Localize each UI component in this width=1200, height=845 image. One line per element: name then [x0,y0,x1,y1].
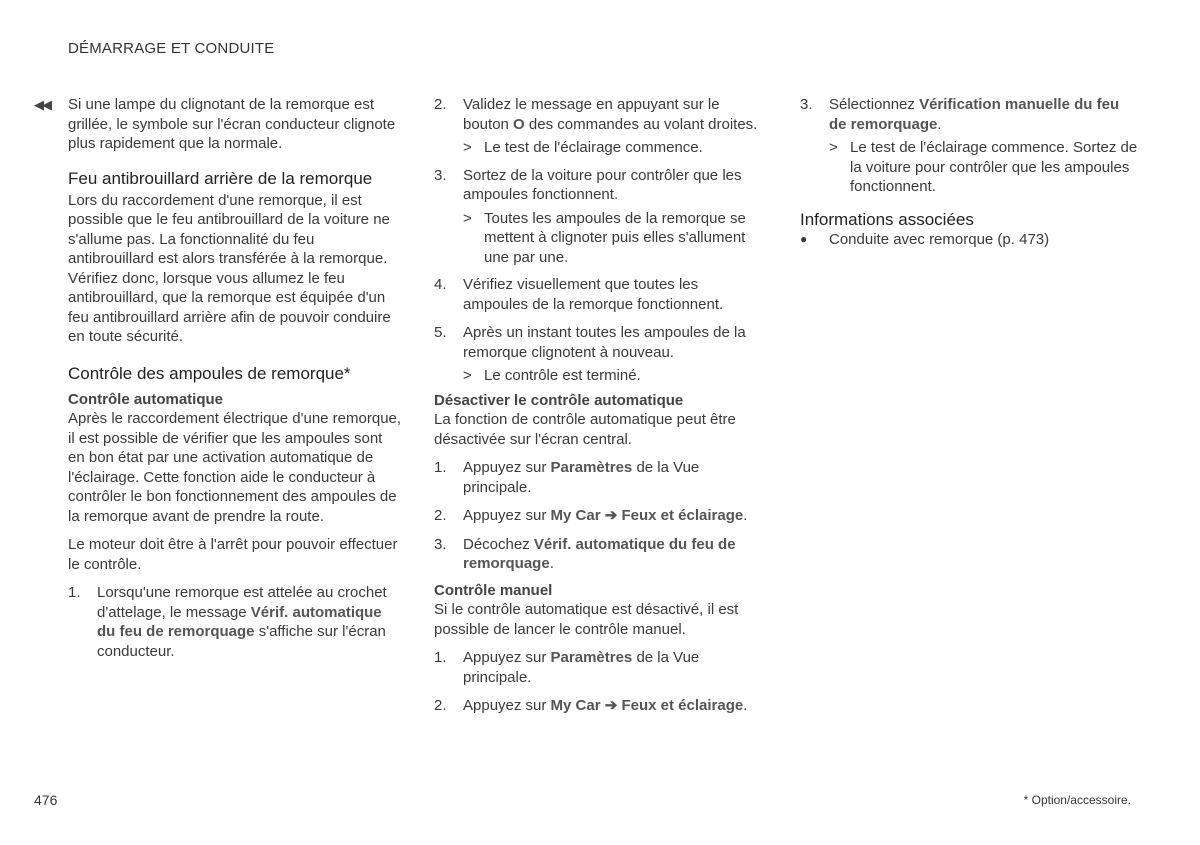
footnote: * Option/accessoire. [1023,793,1131,807]
step-number: 3. [434,535,447,553]
step-text-part: Appuyez sur [463,697,551,714]
step-text-part: s'affiche sur l'écran conducteur. [97,623,386,660]
step-number: 3. [800,96,813,113]
list-item [68,583,403,661]
menu-name: Paramètres [550,459,633,476]
message-name: Vérif. automatique du feu de remorquage [97,603,382,640]
list-item [434,506,759,526]
result-arrow-icon: > [463,367,472,384]
list-item [800,95,1140,134]
step-text [463,506,747,526]
list-item [434,323,759,362]
fog-light-paragraph: Lors du raccordement d'une remorque, il est possible que le feu antibrouillard de la voiture ne s'allume pas. La fonctionnalité du feu antibrouillard est alors transférée à la remorque. Vérifiez donc, lorsque vous allumez le feu antibrouillard, que la remorque est équipée d'un feu antibrouillard arrière afin de pouvoir conduire en toute sécurité. [68,191,391,345]
list-item [434,696,759,716]
step-result [463,366,759,386]
related-link[interactable]: Conduite avec remorque (p. 473) [829,230,1050,248]
column-2 [434,95,759,725]
column-1 [68,95,403,670]
bulb-check-heading: Contrôle des ampoules de remorque* [68,363,351,383]
step-text: Sortez de la voiture pour contrôler que les ampoules fonctionnent. [463,166,742,203]
fog-light-heading: Feu antibrouillard arrière de la remorque [68,168,373,188]
step-text [829,95,1140,134]
list-item [434,535,759,574]
page-number: 476 [34,792,58,808]
step-text-part: Lorsqu'une remorque est attelée au crochet d'attelage, le message [97,584,387,621]
related-info-heading: Informations associées [800,209,974,229]
result-text: Le test de l'éclairage commence. [484,139,703,156]
list-item [434,166,759,205]
step-number: 2. [434,96,447,113]
menu-name: Feux et éclairage [621,697,744,714]
result-arrow-icon: > [463,209,472,227]
step-number: 2. [434,507,447,524]
menu-arrow-icon: ➔ [600,507,622,524]
step-text-part: Validez le message en appuyant sur le bouton [463,96,720,133]
step-text [463,535,759,574]
menu-name: Paramètres [550,649,633,666]
result-text: Le test de l'éclairage commence. Sortez de la voiture pour contrôler que les ampoules fonctionnent. [850,139,1138,195]
step-result [829,138,1140,197]
manual-check-heading: Contrôle manuel [434,581,553,599]
step-text-part: Décochez [463,535,534,553]
step-text [463,95,759,134]
step-text-part: Appuyez sur [463,649,551,666]
intro-paragraph: Si une lampe du clignotant de la remorque est grillée, le symbole sur l'écran conducteur clignote plus rapidement que la normale. [68,96,396,152]
result-text: Toutes les ampoules de la remorque se mettent à clignoter puis elles s'allument une par une. [484,209,746,266]
step-text-part: Appuyez sur [463,507,551,524]
step-text-part: Appuyez sur [463,459,551,476]
step-text-part: de la Vue principale. [463,459,700,496]
list-item [434,458,759,497]
deactivate-paragraph: La fonction de contrôle automatique peut être désactivée sur l'écran central. [434,411,736,448]
section-header: DÉMARRAGE ET CONDUITE [68,40,275,57]
step-text-part: de la Vue principale. [463,649,700,686]
manual-check-paragraph: Si le contrôle automatique est désactivé, il est possible de lancer le contrôle manuel. [434,601,739,638]
step-number: 2. [434,697,447,714]
result-text: Le contrôle est terminé. [484,367,641,384]
menu-arrow-icon: ➔ [600,697,622,714]
step-text: Vérifiez visuellement que toutes les ampoules de la remorque fonctionnent. [463,276,724,313]
step-text [463,648,759,687]
step-text-part: . [937,115,942,133]
step-number: 4. [434,276,447,293]
step-text-part: . [549,555,554,572]
step-text-part: des commandes au volant droites. [524,115,758,133]
step-text-part: . [743,697,748,714]
step-number: 1. [434,459,447,476]
step-number: 1. [68,584,81,601]
deactivate-heading: Désactiver le contrôle automatique [434,391,684,409]
step-number: 1. [434,649,447,666]
setting-name: Vérification manuelle du feu de remorquage [829,96,1120,133]
result-arrow-icon: > [463,139,472,156]
menu-name: My Car [550,507,601,524]
step-text [463,458,759,497]
step-text-part: . [743,507,748,524]
step-result [463,138,759,158]
menu-name: Feux et éclairage [621,507,744,524]
related-link-item[interactable] [800,230,1140,250]
step-result [463,209,759,268]
continued-marker-icon: ◀◀ [34,97,50,112]
list-item [434,95,759,134]
list-item [434,275,759,314]
setting-name: Vérif. automatique du feu de remorquage [463,535,736,572]
list-item [434,648,759,687]
column-3 [800,95,1140,249]
engine-paragraph: Le moteur doit être à l'arrêt pour pouvoir effectuer le contrôle. [68,536,398,573]
menu-name: My Car [550,697,601,714]
result-arrow-icon: > [829,139,838,156]
auto-check-heading: Contrôle automatique [68,390,224,408]
button-name: O [513,115,525,133]
step-number: 5. [434,324,447,341]
bullet-icon: ● [800,231,808,246]
step-number: 3. [434,166,447,184]
step-text [463,696,747,716]
auto-check-paragraph: Après le raccordement électrique d'une remorque, il est possible de vérifier que les ampoules sont en bon état par une activation automatique de l'éclairage. Cette fonction aide le conducteur à contrôler le bon fonctionnement des ampoules de la remorque avant de prendre la route. [68,410,402,525]
step-text-part: Sélectionnez [829,96,920,113]
step-text: Après un instant toutes les ampoules de la remorque clignotent à nouveau. [463,324,746,361]
step-text [97,583,403,661]
